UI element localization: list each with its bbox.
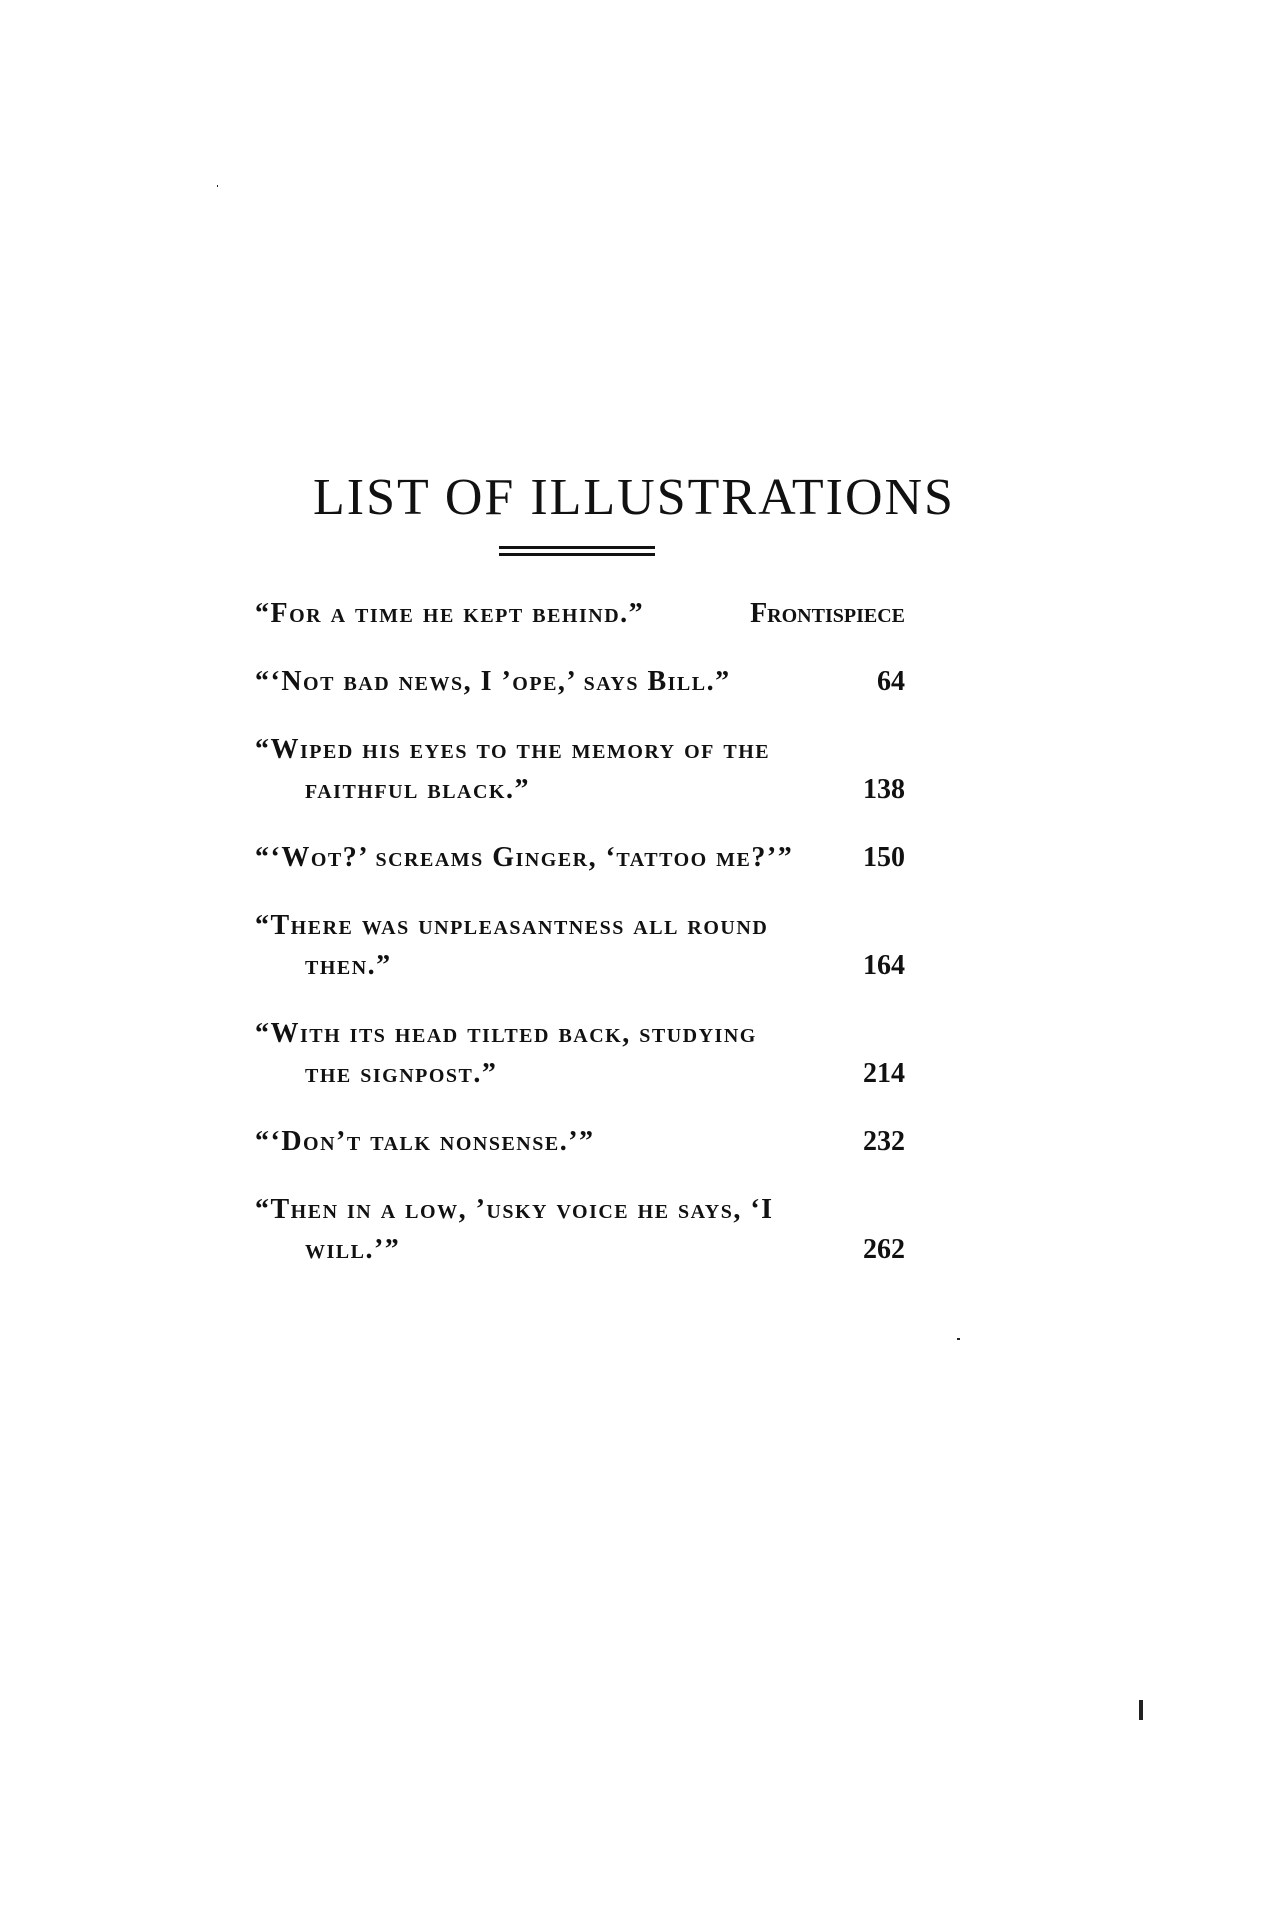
list-item [255, 662, 905, 702]
entry-page: 232 [863, 1126, 905, 1157]
entry-page: 150 [863, 842, 905, 873]
entry-caption: “‘Don’t talk nonsense.’” [255, 1126, 595, 1157]
entry-page: 64 [877, 666, 905, 697]
entry-caption: “There was unpleasantness all round [255, 910, 769, 941]
list-item [255, 1122, 905, 1162]
entry-page: 164 [863, 950, 905, 981]
entry-caption: “For a time he kept behind.” [255, 598, 645, 629]
list-item [255, 906, 905, 986]
entry-caption: “Then in a low, ’usky voice he says, ‘I [255, 1194, 774, 1225]
entry-caption: “Wiped his eyes to the memory of the [255, 734, 771, 765]
entry-caption-continued: the signpost.” [305, 1058, 498, 1089]
scan-speck [217, 185, 218, 187]
scan-speck [957, 1338, 960, 1340]
list-item [255, 838, 905, 878]
entry-caption: “‘Wot?’ screams Ginger, ‘tattoo me?’” [255, 842, 794, 873]
list-item [255, 1190, 905, 1270]
title-rule-bottom [499, 553, 655, 556]
entry-caption-continued: faithful black.” [305, 774, 530, 805]
title-double-rule [499, 546, 655, 558]
entry-page: Frontispiece [750, 598, 905, 629]
entry-caption: “‘Not bad news, I ’ope,’ says Bill.” [255, 666, 731, 697]
entry-caption: “With its head tilted back, studying [255, 1018, 757, 1049]
entry-page: 262 [863, 1234, 905, 1265]
list-item [255, 594, 905, 634]
entry-caption-continued: will.’” [305, 1234, 401, 1265]
entry-page: 138 [863, 774, 905, 805]
entry-caption-continued: then.” [305, 950, 392, 981]
page-title: LIST OF ILLUSTRATIONS [313, 469, 955, 526]
list-item [255, 1014, 905, 1094]
entry-page: 214 [863, 1058, 905, 1089]
scan-speck [1139, 1700, 1143, 1720]
title-rule-top [499, 546, 655, 549]
list-item [255, 730, 905, 810]
